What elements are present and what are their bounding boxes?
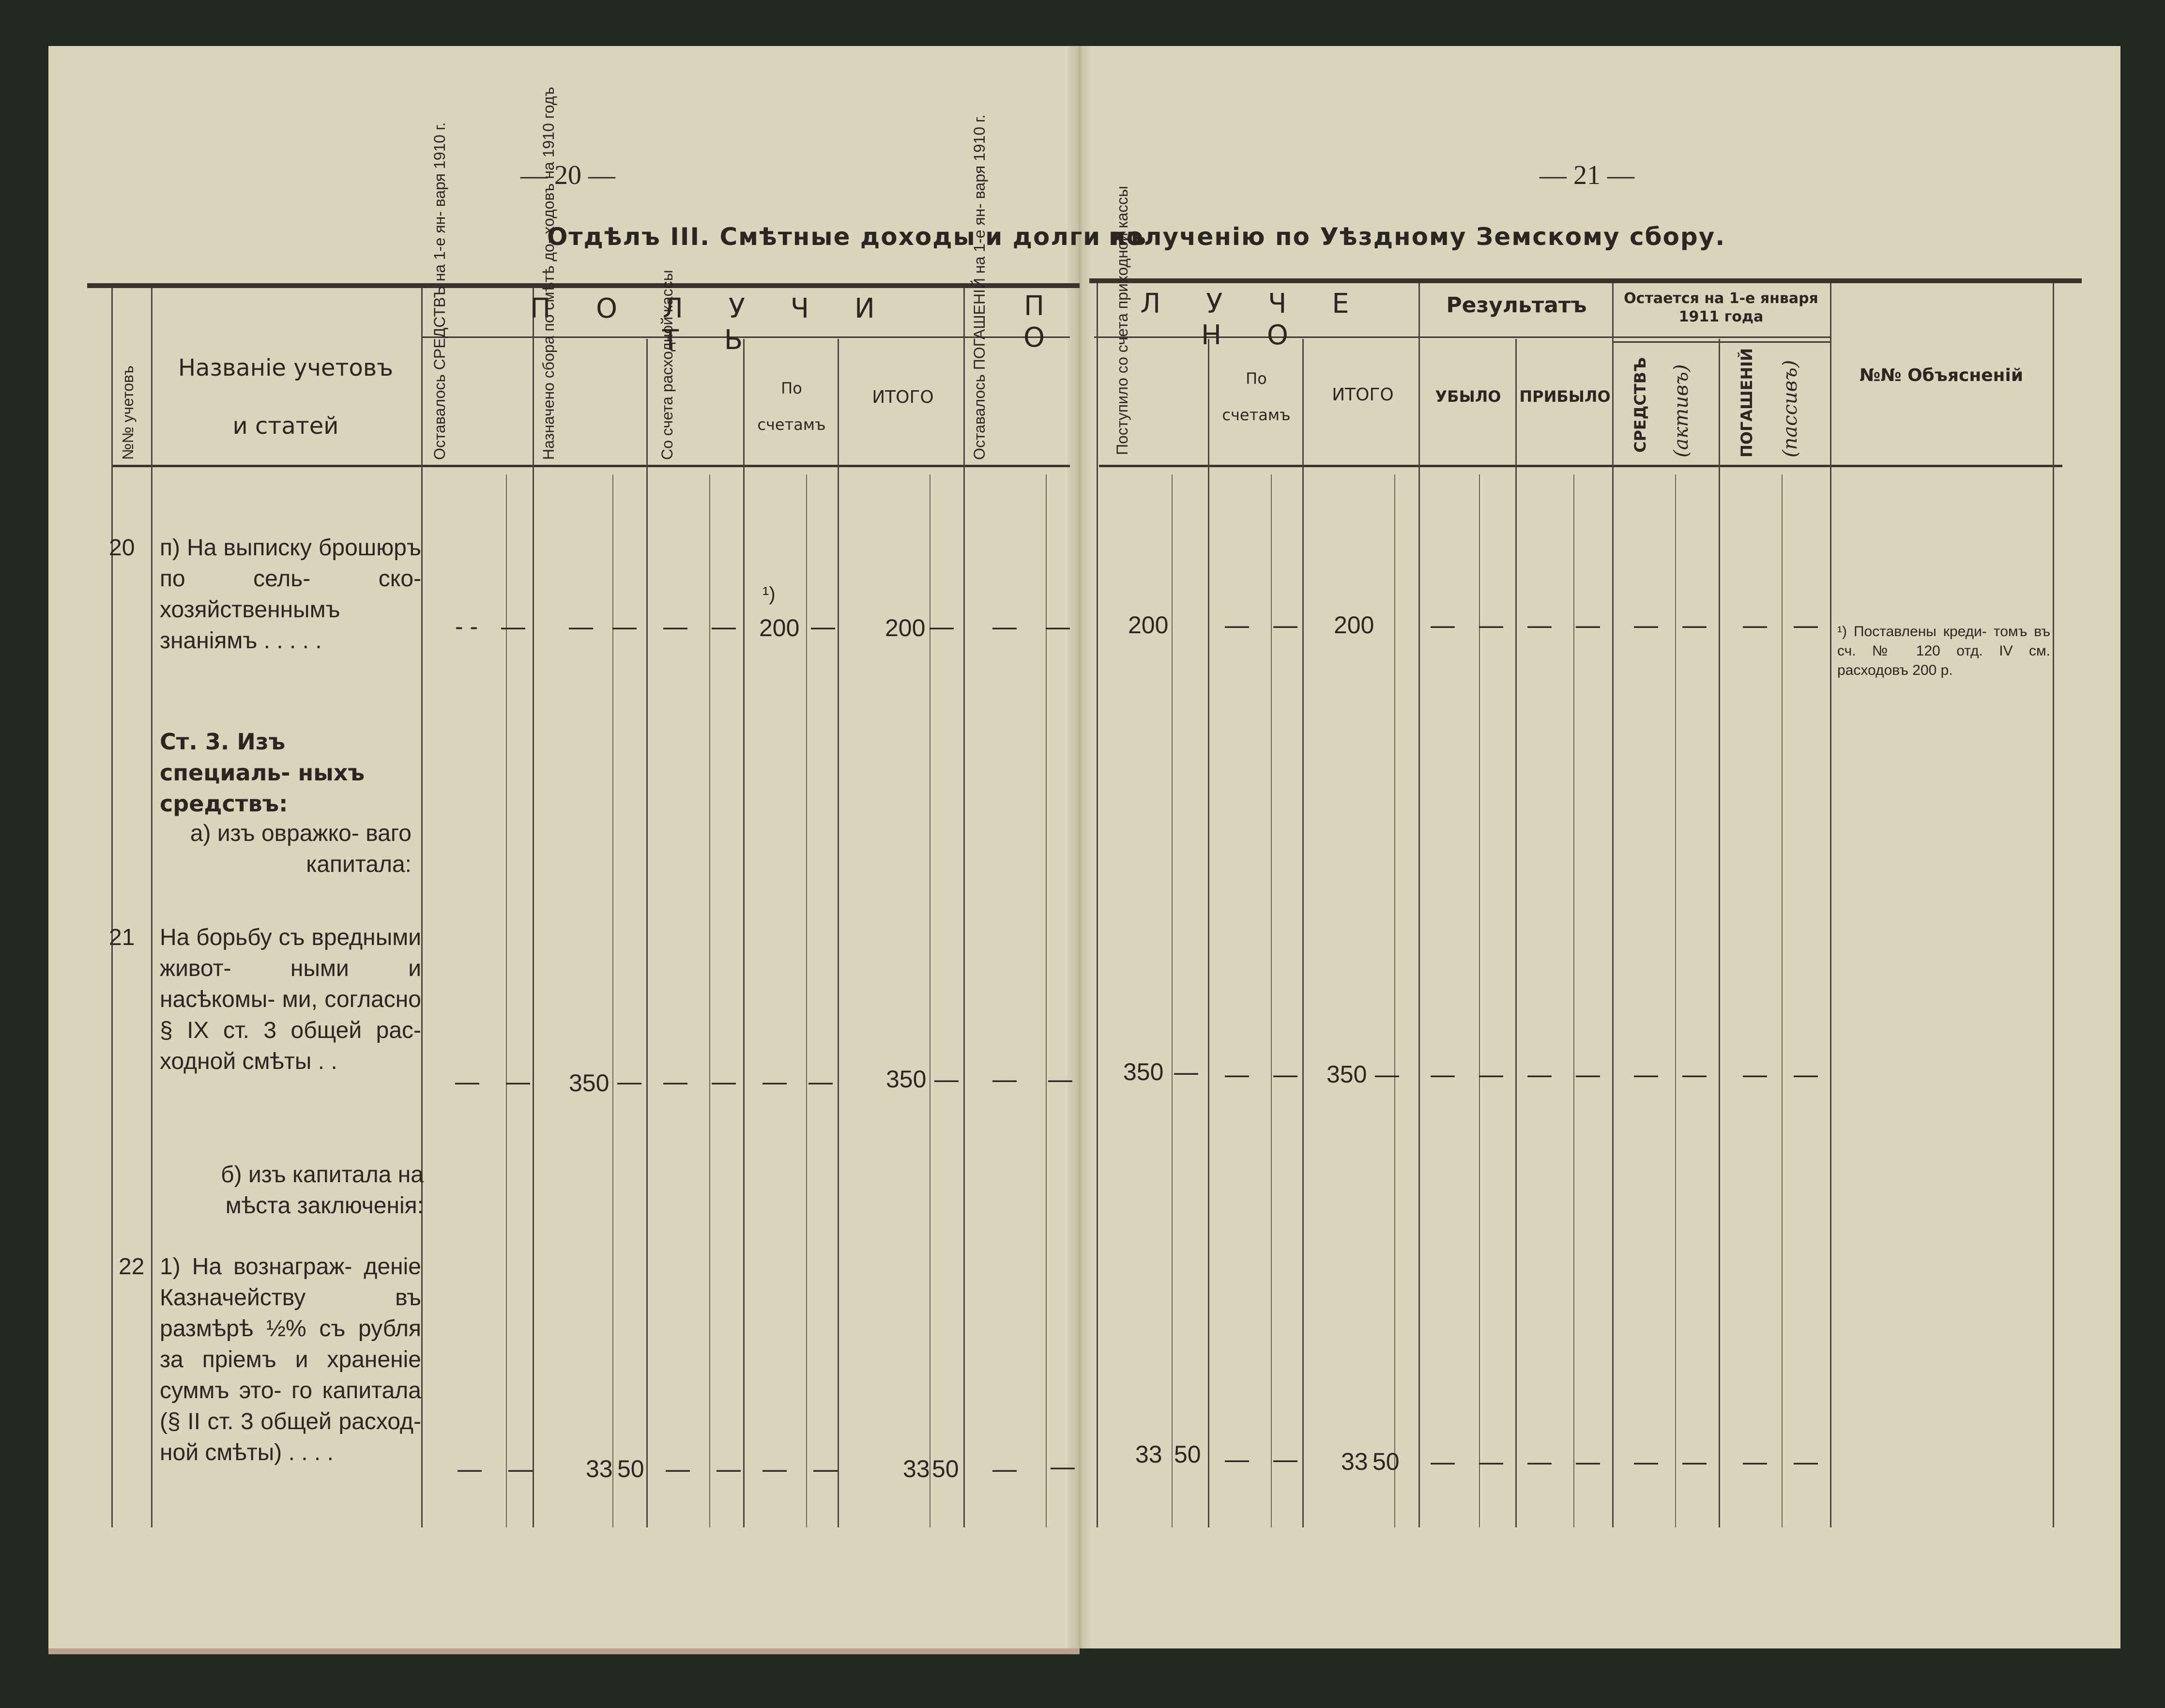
header-po: П О (1023, 290, 1064, 353)
header-col-num: №№ учетовъ (119, 366, 137, 460)
row-21-itogo: 350 (886, 1066, 927, 1093)
dash: — (1479, 611, 1503, 639)
dash: — (1225, 1446, 1249, 1473)
header-col-name-2: и статей (232, 412, 339, 440)
dash: — (1743, 1061, 1767, 1088)
header-itogo-right: ИТОГО (1332, 385, 1394, 405)
header-po-schetam-2: счетамъ (757, 415, 826, 434)
header-aktiv: (активъ) (1670, 364, 1692, 458)
dash: — (1431, 611, 1455, 639)
dash: — (508, 1455, 533, 1482)
col-rule (151, 288, 152, 1527)
col-rule (1394, 474, 1395, 1527)
table-top-rule-left (87, 283, 1080, 288)
dash: — (1576, 611, 1600, 639)
dash: — (1375, 1061, 1399, 1088)
header-obyasneniy: №№ Объясненій (1859, 366, 2024, 385)
dash: — (811, 613, 835, 640)
header-po-schetam-right (1210, 361, 1302, 433)
header-bottom-rule-left (111, 465, 1070, 467)
dash: — (1794, 611, 1818, 639)
dash: — (506, 1068, 530, 1095)
row-21-postupilo: 350 (1123, 1058, 1164, 1085)
dash: — (501, 613, 525, 640)
dash: — (1527, 1061, 1552, 1088)
dash: — (930, 613, 954, 640)
dash: — (1682, 1061, 1707, 1088)
row-22-itogo-kop: 50 (932, 1455, 959, 1482)
section-st3: Ст. 3. Изъ специаль- ныхъ средствъ: (160, 729, 365, 817)
col-rule (838, 339, 839, 1527)
dash: — (1527, 611, 1552, 639)
dash: — (1479, 1061, 1503, 1088)
header-so-scheta: Со счета расходной кассы (658, 270, 676, 460)
col-rule (963, 288, 965, 1527)
dash: — (717, 1455, 741, 1482)
dash: — (712, 613, 736, 640)
dash: — (992, 613, 1017, 640)
header-po-schetam-1: По (781, 379, 802, 397)
dash: — (1431, 1061, 1455, 1088)
col-rule (1782, 474, 1783, 1527)
dash: — (1682, 1448, 1707, 1475)
dash: — (1046, 613, 1070, 640)
dash: — (1273, 1061, 1297, 1088)
row-20-itogo-right: 200 (1334, 611, 1374, 639)
dash: — (455, 1068, 479, 1095)
table-top-rule-right (1089, 278, 2082, 283)
dash: — (612, 613, 637, 640)
col-rule (2053, 283, 2054, 1527)
dash: — (813, 1455, 838, 1482)
row-20-footnote-mark: ¹) (762, 583, 776, 605)
col-rule (1208, 339, 1209, 1527)
dash: — (457, 1455, 482, 1482)
col-rule (1719, 339, 1720, 1527)
row-20-ostavalos: - - (455, 613, 478, 640)
header-pogasheniy: ПОГАШЕНІЙ (1738, 348, 1756, 458)
row-22-number: 22 (119, 1254, 145, 1280)
col-rule (1097, 283, 1098, 1527)
row-22-itogo-right-rub: 33 (1341, 1448, 1368, 1475)
dash: — (663, 1068, 687, 1095)
row-22-postupilo-rub: 33 (1135, 1441, 1162, 1468)
col-rule (1675, 474, 1676, 1527)
row-21-text: На борьбу съ вредными живот- ными и насѣкомы- ми, согласно § IX ст. 3 общей рас- ходной смѣты . . (160, 925, 421, 1074)
col-rule (1418, 283, 1420, 1527)
dash: — (1794, 1448, 1818, 1475)
page-number-left: — 20 — (520, 160, 615, 190)
footnote-1: ¹) Поставлены креди- томъ въ сч. № 120 отд. IV см. расходовъ 200 р. (1837, 624, 2050, 678)
col-rule (533, 288, 534, 1527)
page-number-right: — 21 — (1540, 160, 1634, 190)
col-rule (1172, 474, 1173, 1527)
dash: — (1051, 1453, 1075, 1480)
header-ostaetsya: Остается на 1-е января 1911 года (1624, 290, 1818, 325)
header-col-name (160, 339, 412, 455)
col-rule (1515, 339, 1517, 1527)
dash: — (1048, 1066, 1072, 1093)
header-po-schetam-right-1: По (1246, 369, 1267, 388)
dash: — (1743, 611, 1767, 639)
col-rule (646, 339, 648, 1527)
dash: — (1225, 611, 1249, 639)
header-ubylo: УБЫЛО (1435, 387, 1501, 406)
row-21-number: 21 (109, 925, 135, 950)
dash: — (762, 1455, 787, 1482)
header-sub-rule-ostaetsya (1612, 341, 1830, 343)
dash: — (992, 1455, 1017, 1482)
row-20-number: 20 (109, 535, 135, 561)
dash: — (1225, 1061, 1249, 1088)
page-title-right: полученію по Уѣздному Земскому сбору. (1109, 223, 1726, 251)
header-ostavalos-sredstv: Оставалось СРЕДСТВЪ на 1-е ян- варя 1910 г. (431, 122, 448, 460)
dash: — (1634, 611, 1658, 639)
col-rule (709, 474, 710, 1527)
row-22-postupilo-kop: 50 (1174, 1441, 1201, 1468)
header-po-schetam (746, 370, 838, 443)
header-sredstv: СРЕДСТВЪ (1631, 357, 1649, 453)
dash: — (1431, 1448, 1455, 1475)
dash: — (1682, 611, 1707, 639)
dash: — (1576, 1448, 1600, 1475)
subsection-b: б) изъ капитала на мѣста заключенія: (221, 1162, 424, 1219)
page-title-left: Отдѣлъ III. Смѣтные доходы и долги къ (547, 223, 1147, 251)
header-po-schetam-right-2: счетамъ (1222, 406, 1291, 424)
dash: — (992, 1066, 1017, 1093)
row-20-postupilo: 200 (1128, 611, 1169, 639)
header-ostavalos-pogasheniy: Оставалось ПОГАШЕНІЙ на 1-е ян- варя 1910 г. (971, 114, 988, 460)
row-20-po-schetam: 200 (759, 614, 800, 641)
row-21-naznacheno: 350 (569, 1069, 610, 1097)
col-rule (743, 339, 745, 1527)
dash: — (1273, 1446, 1297, 1473)
dash: — (762, 1068, 787, 1095)
dash: — (808, 1068, 833, 1095)
header-postupilo: Поступило со счета приходной кассы (1113, 186, 1131, 455)
dash: — (666, 1455, 690, 1482)
row-20-itogo: 200 (885, 614, 926, 641)
header-pribylo: ПРИБЫЛО (1519, 387, 1611, 406)
col-rule (421, 288, 423, 1527)
col-rule (1830, 283, 1831, 1527)
header-passiv: (пассивъ) (1779, 360, 1801, 458)
dash: — (569, 613, 593, 640)
dash: — (1576, 1061, 1600, 1088)
dash: — (1273, 611, 1297, 639)
col-rule (111, 288, 113, 1527)
dash: — (1743, 1448, 1767, 1475)
header-naznacheno: Назначено сбора по смѣтѣ до- ходовъ на 1910 годъ (540, 87, 557, 460)
header-poluchit: П О Л У Ч И Т Ь (530, 293, 893, 356)
col-rule (1271, 474, 1272, 1527)
row-22-naznacheno-rub: 33 (586, 1455, 613, 1482)
dash: — (617, 1068, 641, 1095)
row-22-text: 1) На вознаграж- деніе Казначейству въ размѣрѣ ½% съ рубля за пріемъ и храненіе суммъ это- го капитала (§ II ст. 3 общей расход- ной смѣты) . . . . (160, 1254, 421, 1465)
col-rule (1612, 283, 1614, 1527)
header-lucheno: Л У Ч Е Н О (1140, 288, 1368, 351)
dash: — (1174, 1058, 1198, 1085)
header-bottom-rule-right (1099, 465, 2062, 467)
col-rule (1573, 474, 1574, 1527)
dash: — (1794, 1061, 1818, 1088)
dash: — (1634, 1448, 1658, 1475)
row-20-text: п) На выписку брошюръ по сель- ско-хозяйственнымъ знаніямъ . . . . . (160, 535, 421, 654)
dash: — (1634, 1061, 1658, 1088)
row-22-itogo-rub: 33 (903, 1455, 930, 1482)
subsection-a: а) изъ овражко- ваго капитала: (190, 821, 412, 877)
header-rezultat: Результатъ (1446, 293, 1587, 318)
right-page (1080, 46, 2120, 1648)
header-itogo-left: ИТОГО (872, 387, 934, 407)
col-rule (806, 474, 807, 1527)
dash: — (712, 1068, 736, 1095)
dash: — (1527, 1448, 1552, 1475)
dash: — (1479, 1448, 1503, 1475)
dash: — (663, 613, 687, 640)
dash: — (934, 1066, 959, 1093)
row-22-itogo-right-kop: 50 (1372, 1448, 1400, 1475)
header-col-name-1: Названіе учетовъ (178, 354, 394, 381)
row-22-naznacheno-kop: 50 (617, 1455, 644, 1482)
col-rule (1302, 339, 1304, 1527)
row-21-itogo-right: 350 (1326, 1061, 1367, 1088)
